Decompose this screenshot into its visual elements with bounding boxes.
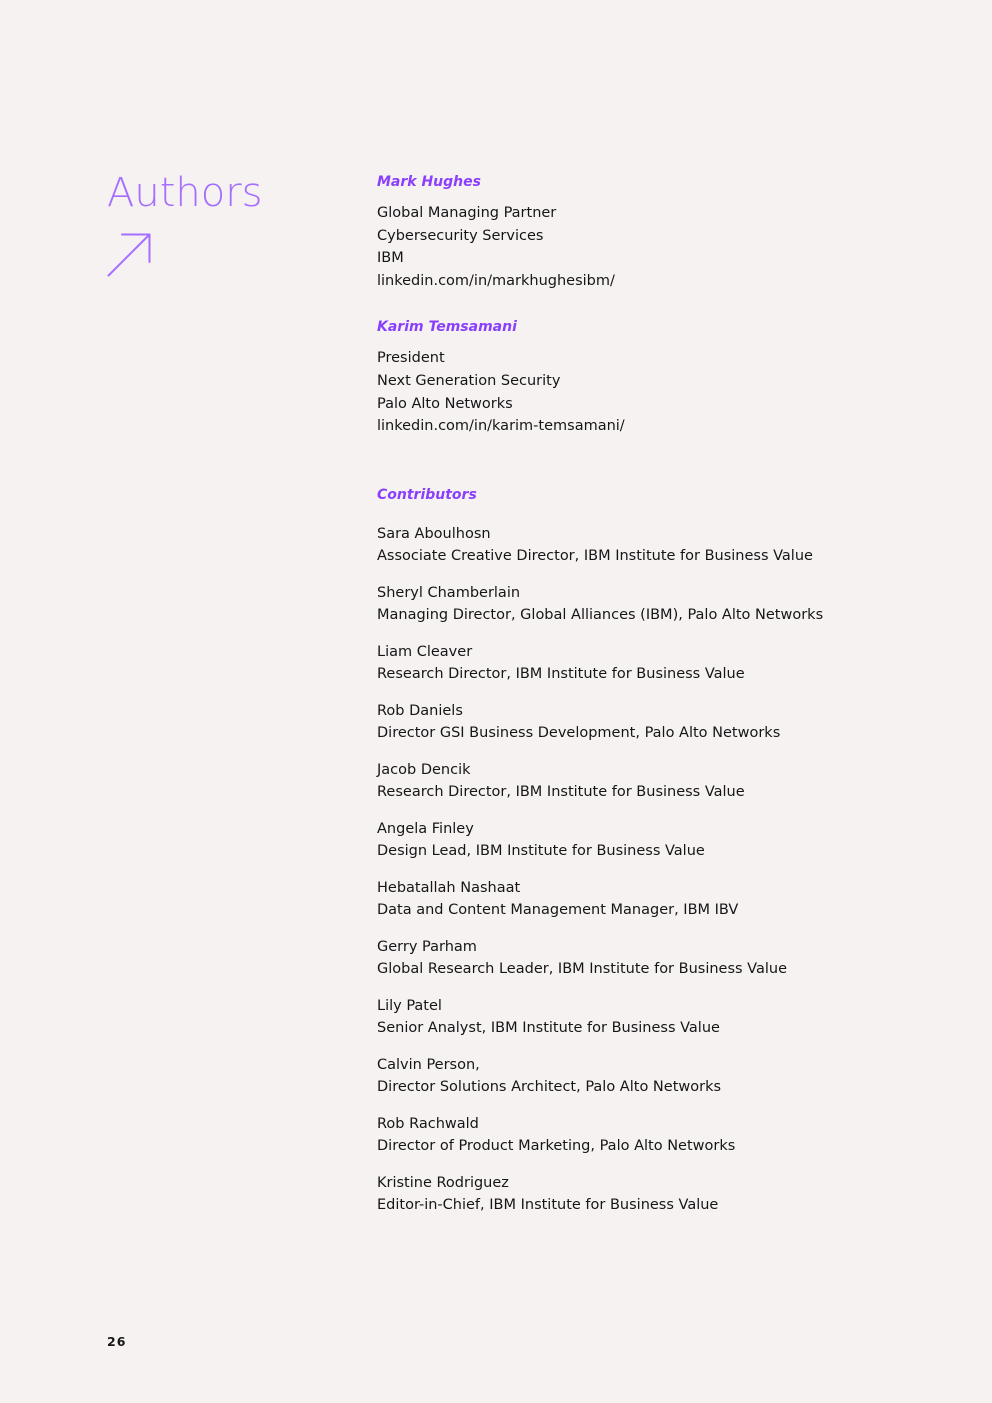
contributor-name: Jacob Dencik (377, 761, 471, 778)
contributor-entry (377, 936, 897, 980)
authors-content (377, 172, 897, 1231)
contributor-entry (377, 1054, 897, 1098)
contributor-role: Director GSI Business Development, Palo Alto Networks (377, 724, 781, 741)
author-linkedin: linkedin.com/in/karim-temsamani/ (377, 418, 625, 435)
contributor-entry (377, 1113, 897, 1157)
author-title: Global Managing Partner (377, 205, 557, 221)
contributor-name: Angela Finley (377, 820, 474, 837)
page-title: Authors (107, 170, 263, 216)
contributor-role: Research Director, IBM Institute for Business Value (377, 665, 745, 682)
contributor-entry (377, 877, 897, 921)
author-entry (377, 172, 897, 292)
contributor-name: Kristine Rodriguez (377, 1174, 509, 1191)
contributor-entry (377, 582, 897, 626)
contributor-entry (377, 995, 897, 1039)
author-name: Mark Hughes (377, 174, 481, 190)
author-linkedin: linkedin.com/in/markhughesibm/ (377, 272, 615, 289)
contributor-role: Global Research Leader, IBM Institute for Business Value (377, 960, 788, 977)
contributor-role: Director Solutions Architect, Palo Alto Networks (377, 1078, 722, 1095)
contributor-name: Calvin Person, (377, 1056, 480, 1073)
arrow-up-right-icon (107, 233, 151, 277)
author-organization: IBM (377, 250, 404, 267)
contributor-entry (377, 700, 897, 744)
contributor-name: Sara Aboulhosn (377, 525, 491, 542)
contributor-role: Associate Creative Director, IBM Institute for Business Value (377, 547, 813, 564)
contributor-name: Liam Cleaver (377, 643, 473, 660)
contributor-entry (377, 523, 897, 567)
contributor-name: Rob Daniels (377, 702, 463, 719)
author-organization: Palo Alto Networks (377, 395, 513, 412)
contributor-entry (377, 818, 897, 862)
author-entry (377, 317, 897, 437)
contributor-entry (377, 1172, 897, 1216)
contributor-role: Editor-in-Chief, IBM Institute for Business Value (377, 1196, 719, 1213)
contributor-role: Design Lead, IBM Institute for Business Value (377, 842, 705, 859)
contributor-name: Lily Patel (377, 997, 442, 1014)
contributor-role: Managing Director, Global Alliances (IBM), Palo Alto Networks (377, 606, 824, 623)
author-name: Karim Temsamani (377, 319, 517, 336)
contributor-name: Sheryl Chamberlain (377, 584, 521, 601)
page-number: 26 (107, 1334, 127, 1349)
contributor-name: Rob Rachwald (377, 1115, 479, 1132)
author-department: Cybersecurity Services (377, 227, 544, 244)
contributor-name: Hebatallah Nashaat (377, 879, 521, 896)
contributor-name: Gerry Parham (377, 938, 477, 955)
contributor-role: Director of Product Marketing, Palo Alto Networks (377, 1137, 736, 1154)
author-department: Next Generation Security (377, 372, 561, 389)
contributors-section (377, 485, 897, 1216)
contributors-heading: Contributors (377, 486, 477, 503)
contributor-role: Research Director, IBM Institute for Business Value (377, 783, 745, 800)
contributor-role: Data and Content Management Manager, IBM IBV (377, 901, 739, 918)
contributor-entry (377, 759, 897, 803)
contributor-entry (377, 641, 897, 685)
author-title: President (377, 350, 445, 367)
contributor-role: Senior Analyst, IBM Institute for Business Value (377, 1019, 720, 1036)
